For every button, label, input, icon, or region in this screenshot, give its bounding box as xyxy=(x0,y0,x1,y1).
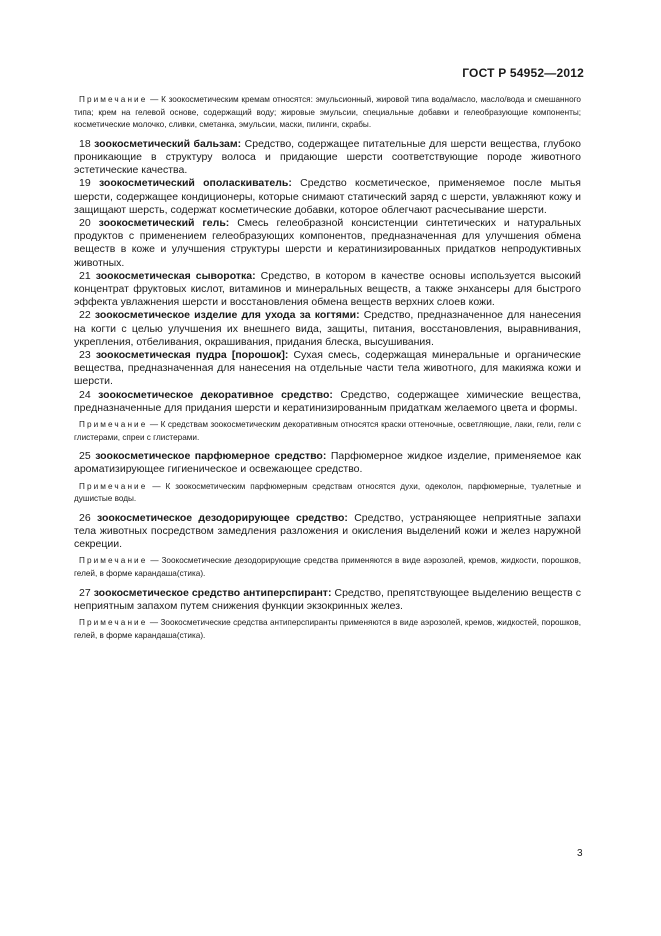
page-number: 3 xyxy=(577,848,583,859)
term-entry-27 xyxy=(74,587,581,613)
document-header: ГОСТ Р 54952—2012 xyxy=(462,66,584,80)
term-number: 26 xyxy=(79,511,91,524)
note-label: Примечание xyxy=(79,420,148,430)
note-label: Примечание xyxy=(79,95,148,104)
note-paragraph xyxy=(74,419,581,444)
term-number: 23 xyxy=(79,349,91,362)
term-definition: Средство, препятствующее выделению веществ с неприятным запахом путем снижения функции экзокринных желез. xyxy=(74,586,581,612)
document-body xyxy=(74,94,581,648)
note-paragraph xyxy=(74,94,581,132)
term-entry-21 xyxy=(74,270,581,310)
term-title: зоокосметическое изделие для ухода за когтями: xyxy=(94,309,360,322)
note-dash: — xyxy=(147,95,162,104)
note-text: К зоокосметическим кремам относятся: эмульсионный, жировой типа вода/масло, масло/вода и смешанного типа; крем на гелевой основе, содержащий воду; жировые эмульсии, специальные добавки и гелеобразующие компоненты; косметические молочко, сливки, сметанка, эмульсии, маски, пилинги, скрабы. xyxy=(74,95,581,130)
note-label: Примечание xyxy=(79,618,148,628)
term-definition: Средство, содержащее химические вещества, предназначенные для придания шерсти и кератинизированным придаткам желаемого цвета и формы. xyxy=(74,388,581,414)
note-label: Примечание xyxy=(79,481,148,491)
term-definition: Средство, в котором в качестве основы используется высокий концентрат фруктовых кислот, витаминов и минеральных веществ, а также энхансеры для быстрого эффекта увлажнения шерсти и восстановления обмена веществ верхних слоев кожи. xyxy=(74,269,581,309)
note-paragraph xyxy=(74,617,581,642)
term-definition: Средство, содержащее питательные для шерсти вещества, глубоко проникающие в структуру волоса и придающие шерсти соответствующие породе животного эстетические качества. xyxy=(74,137,582,177)
term-number: 20 xyxy=(79,217,91,229)
term-number: 18 xyxy=(79,137,91,150)
note-paragraph xyxy=(74,555,581,580)
note-label: Примечание xyxy=(79,556,148,566)
term-title: зоокосметическая пудра [порошок]: xyxy=(95,349,289,362)
term-title: зоокосметическое дезодорирующее средство: xyxy=(97,511,348,524)
term-title: зоокосметический ополаскиватель: xyxy=(98,177,292,190)
term-entry-19 xyxy=(74,177,581,217)
note-text: К зоокосметическим парфюмерным средствам относятся духи, одеколон, парфюмерные, туалетные и душистые воды. xyxy=(74,481,581,504)
term-entry-22 xyxy=(74,309,581,349)
term-number: 21 xyxy=(79,269,91,282)
term-number: 27 xyxy=(79,586,91,599)
term-title: зоокосметическое парфюмерное средство: xyxy=(95,450,327,463)
note-text: Зоокосметические средства антиперспиранты применяются в виде аэрозолей, кремов, жидкостей, порошков, гелей, в форме карандаша(стика). xyxy=(74,618,581,640)
term-title: зоокосметическая сыворотка: xyxy=(95,269,256,282)
term-number: 25 xyxy=(79,450,91,463)
term-title: зоокосметический бальзам: xyxy=(94,137,242,150)
term-definition: Парфюмерное жидкое изделие, применяемое как ароматизирующее гигиеническое и освежающее средство. xyxy=(74,450,581,476)
term-number: 22 xyxy=(79,309,91,322)
term-entry-26 xyxy=(74,512,581,552)
note-text: Зоокосметические дезодорирующие средства применяются в виде аэрозолей, кремов, жидкости, порошков, гелей, в форме карандаша(стика). xyxy=(74,556,581,579)
term-definition: Смесь гелеобразной консистенции синтетических и натуральных продуктов с применением гелеобразующих компонентов, предназначенная для улучшения обмена веществ в коже и улучшения структуры шерсти и кератинизированных придатков непродуктивных животных. xyxy=(74,217,582,269)
term-number: 19 xyxy=(79,177,91,190)
term-title: зоокосметический гель: xyxy=(98,217,230,229)
term-number: 24 xyxy=(79,388,91,401)
term-title: зоокосметическое декоративное средство: xyxy=(98,388,333,401)
term-entry-23 xyxy=(74,349,581,389)
note-dash: — xyxy=(147,556,162,566)
term-entry-24 xyxy=(74,389,581,415)
term-title: зоокосметическое средство антиперспирант: xyxy=(93,586,332,599)
term-definition: Средство, устраняющее неприятные запахи тела животных посредством замедления разложения и окисления выделений кожи и желез наружной секреции. xyxy=(74,511,582,551)
note-text: К средствам зоокосметическим декоративным относятся краски оттеночные, осветляющие, лаки, гели, гели с глистерами, спреи с глистерами. xyxy=(74,420,581,442)
term-entry-25 xyxy=(74,450,581,476)
term-entry-18 xyxy=(74,138,581,178)
term-definition: Средство, предназначенное для нанесения на когти с целью улучшения их внешнего вида, защиты, питания, восстановления, выравнивания, укрепления, отбеливания, окрашивания, придания блеска, высушивания. xyxy=(74,309,582,348)
term-definition: Средство косметическое, применяемое после мытья шерсти, содержащее кондиционеры, которые снимают статический заряд с шерсти, увлажняют кожу и защищают шерсть, содержат косметические добавки, которое облегчают расчесывание шерсти. xyxy=(74,177,581,216)
term-definition: Сухая смесь, содержащая минеральные и органические вещества, предназначенная для нанесения на отдельные части тела животного, для макияжа кожи и шерсти. xyxy=(74,349,581,388)
note-dash: — xyxy=(147,481,166,491)
note-dash: — xyxy=(147,618,161,628)
note-paragraph xyxy=(74,481,581,506)
note-dash: — xyxy=(147,420,161,430)
term-entry-20 xyxy=(74,217,581,270)
